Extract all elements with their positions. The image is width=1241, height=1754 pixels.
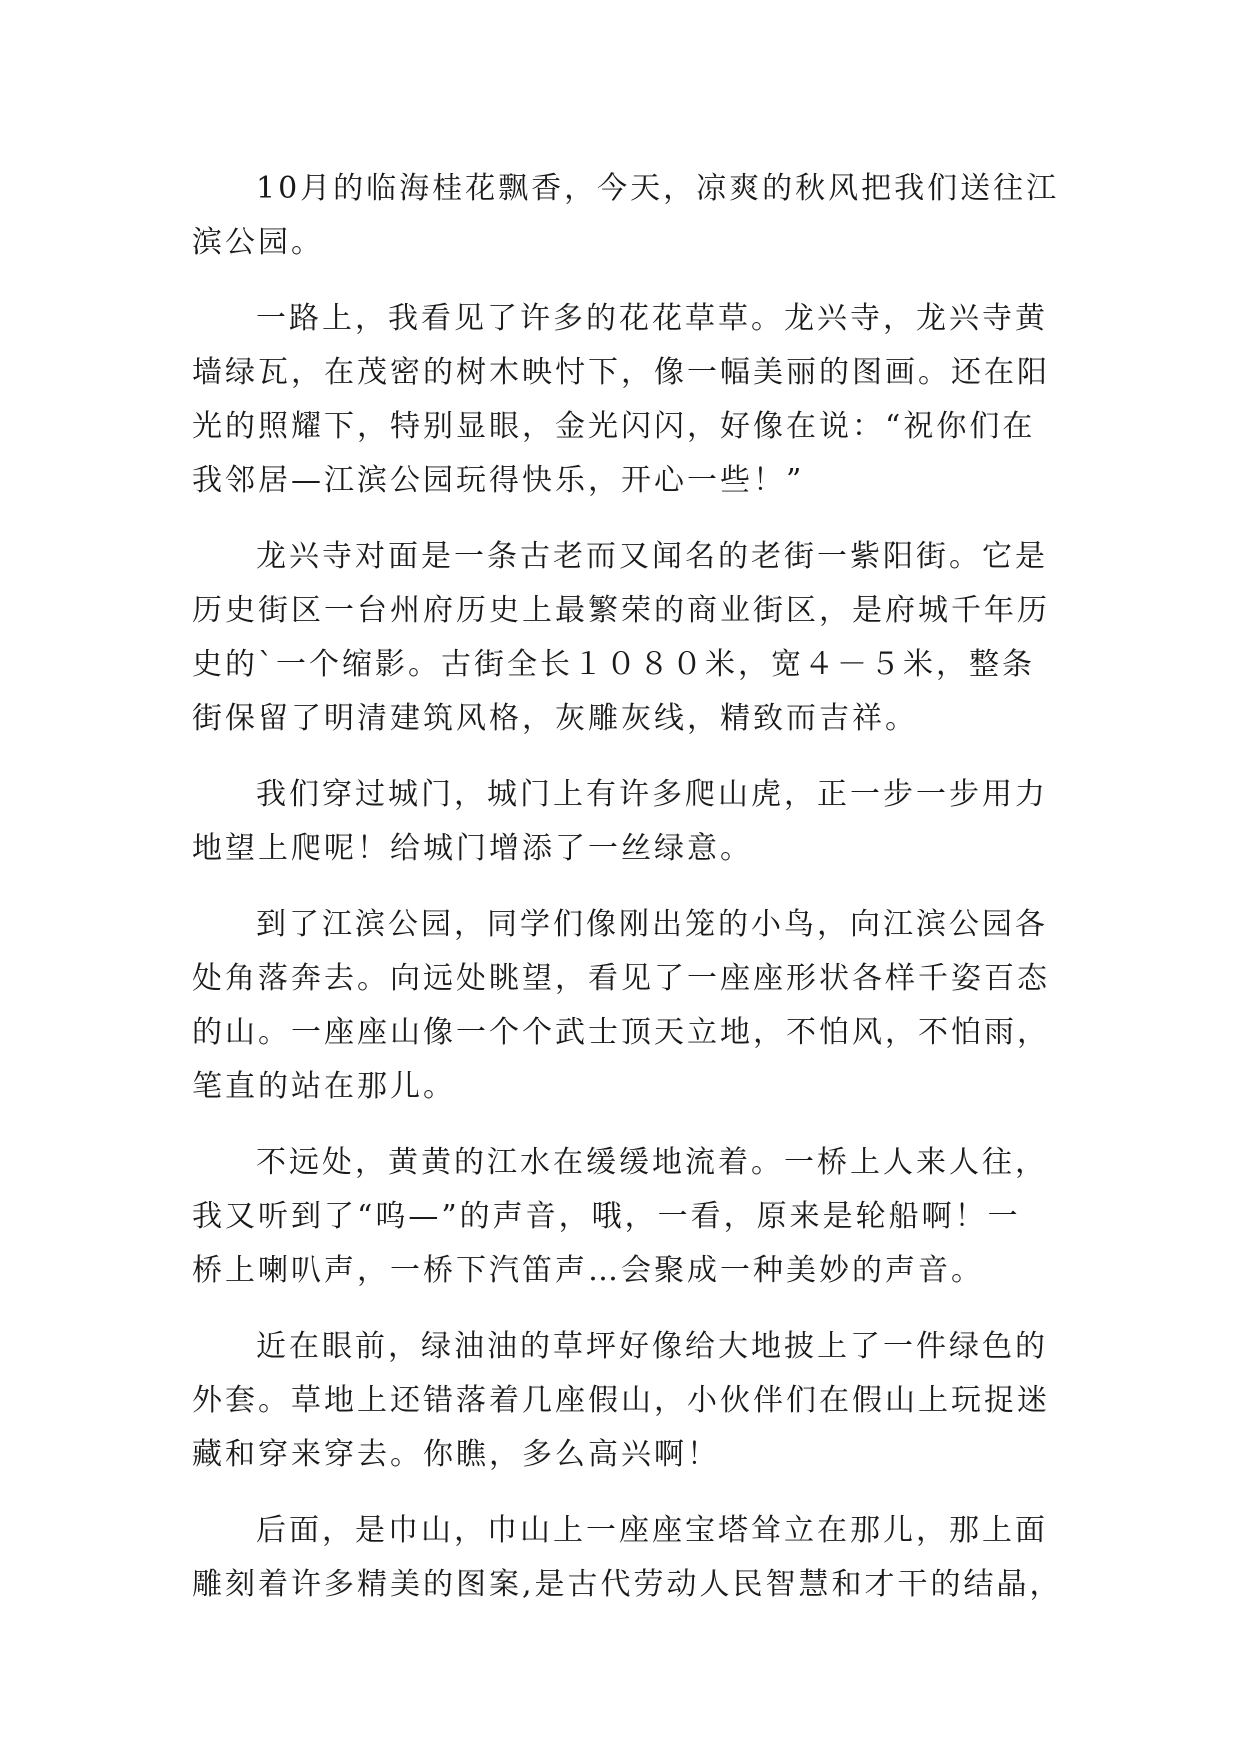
- paragraph-5: [192, 898, 1072, 1114]
- text-line: 到了江滨公园，同学们像刚出笼的小鸟，向江滨公园各: [256, 907, 1048, 942]
- text-line: 我邻居—江滨公园玩得快乐，开心一些！”: [192, 463, 805, 498]
- paragraph-3: [192, 530, 1072, 746]
- text-line: 龙兴寺对面是一条古老而又闻名的老街一紫阳街。它是: [256, 539, 1048, 574]
- text-line: 近在眼前，绿油油的草坪好像给大地披上了一件绿色的: [256, 1329, 1048, 1364]
- paragraph-2: [192, 292, 1072, 508]
- text-line: 一路上，我看见了许多的花花草草。龙兴寺，龙兴寺黄: [256, 301, 1048, 336]
- text-line: 史的`一个缩影。古街全长１０８０米，宽４－５米，整条: [192, 647, 1035, 682]
- document-page: [192, 162, 1072, 1634]
- text-line: 光的照耀下，特别显眼，金光闪闪，好像在说：“祝你们在: [192, 409, 1036, 444]
- text-line: 我们穿过城门，城门上有许多爬山虎，正一步一步用力: [256, 777, 1048, 812]
- text-line: 外套。草地上还错落着几座假山，小伙伴们在假山上玩捉迷: [192, 1383, 1050, 1418]
- text-line: 笔直的站在那儿。: [192, 1069, 456, 1104]
- text-line: 后面，是巾山，巾山上一座座宝塔耸立在那儿，那上面: [256, 1513, 1048, 1548]
- text-line: 地望上爬呢！给城门增添了一丝绿意。: [192, 831, 753, 866]
- text-line: 墙绿瓦，在茂密的树木映忖下，像一幅美丽的图画。还在阳: [192, 355, 1050, 390]
- text-line: 的山。一座座山像一个个武士顶天立地，不怕风，不怕雨，: [192, 1015, 1050, 1050]
- paragraph-7: [192, 1320, 1072, 1482]
- text-line: 滨公园。: [192, 225, 324, 260]
- text-line: 我又听到了“呜—”的声音，哦，一看，原来是轮船啊！一: [192, 1199, 1021, 1234]
- paragraph-1: [192, 162, 1072, 270]
- text-line: 不远处，黄黄的江水在缓缓地流着。一桥上人来人往，: [256, 1145, 1048, 1180]
- paragraph-6: [192, 1136, 1072, 1298]
- text-line: 藏和穿来穿去。你瞧，多么高兴啊！: [192, 1437, 720, 1472]
- text-line: 桥上喇叭声，一桥下汽笛声…会聚成一种美妙的声音。: [192, 1253, 984, 1288]
- paragraph-4: [192, 768, 1072, 876]
- text-line: 雕刻着许多精美的图案,是古代劳动人民智慧和才干的结晶，: [192, 1567, 1063, 1602]
- text-line: 历史街区一台州府历史上最繁荣的商业街区，是府城千年历: [192, 593, 1050, 628]
- text-line: 街保留了明清建筑风格，灰雕灰线，精致而吉祥。: [192, 701, 918, 736]
- text-line: 10月的临海桂花飘香，今天，凉爽的秋风把我们送往江: [256, 171, 1060, 206]
- text-line: 处角落奔去。向远处眺望，看见了一座座形状各样千姿百态: [192, 961, 1050, 996]
- paragraph-8: [192, 1504, 1072, 1612]
